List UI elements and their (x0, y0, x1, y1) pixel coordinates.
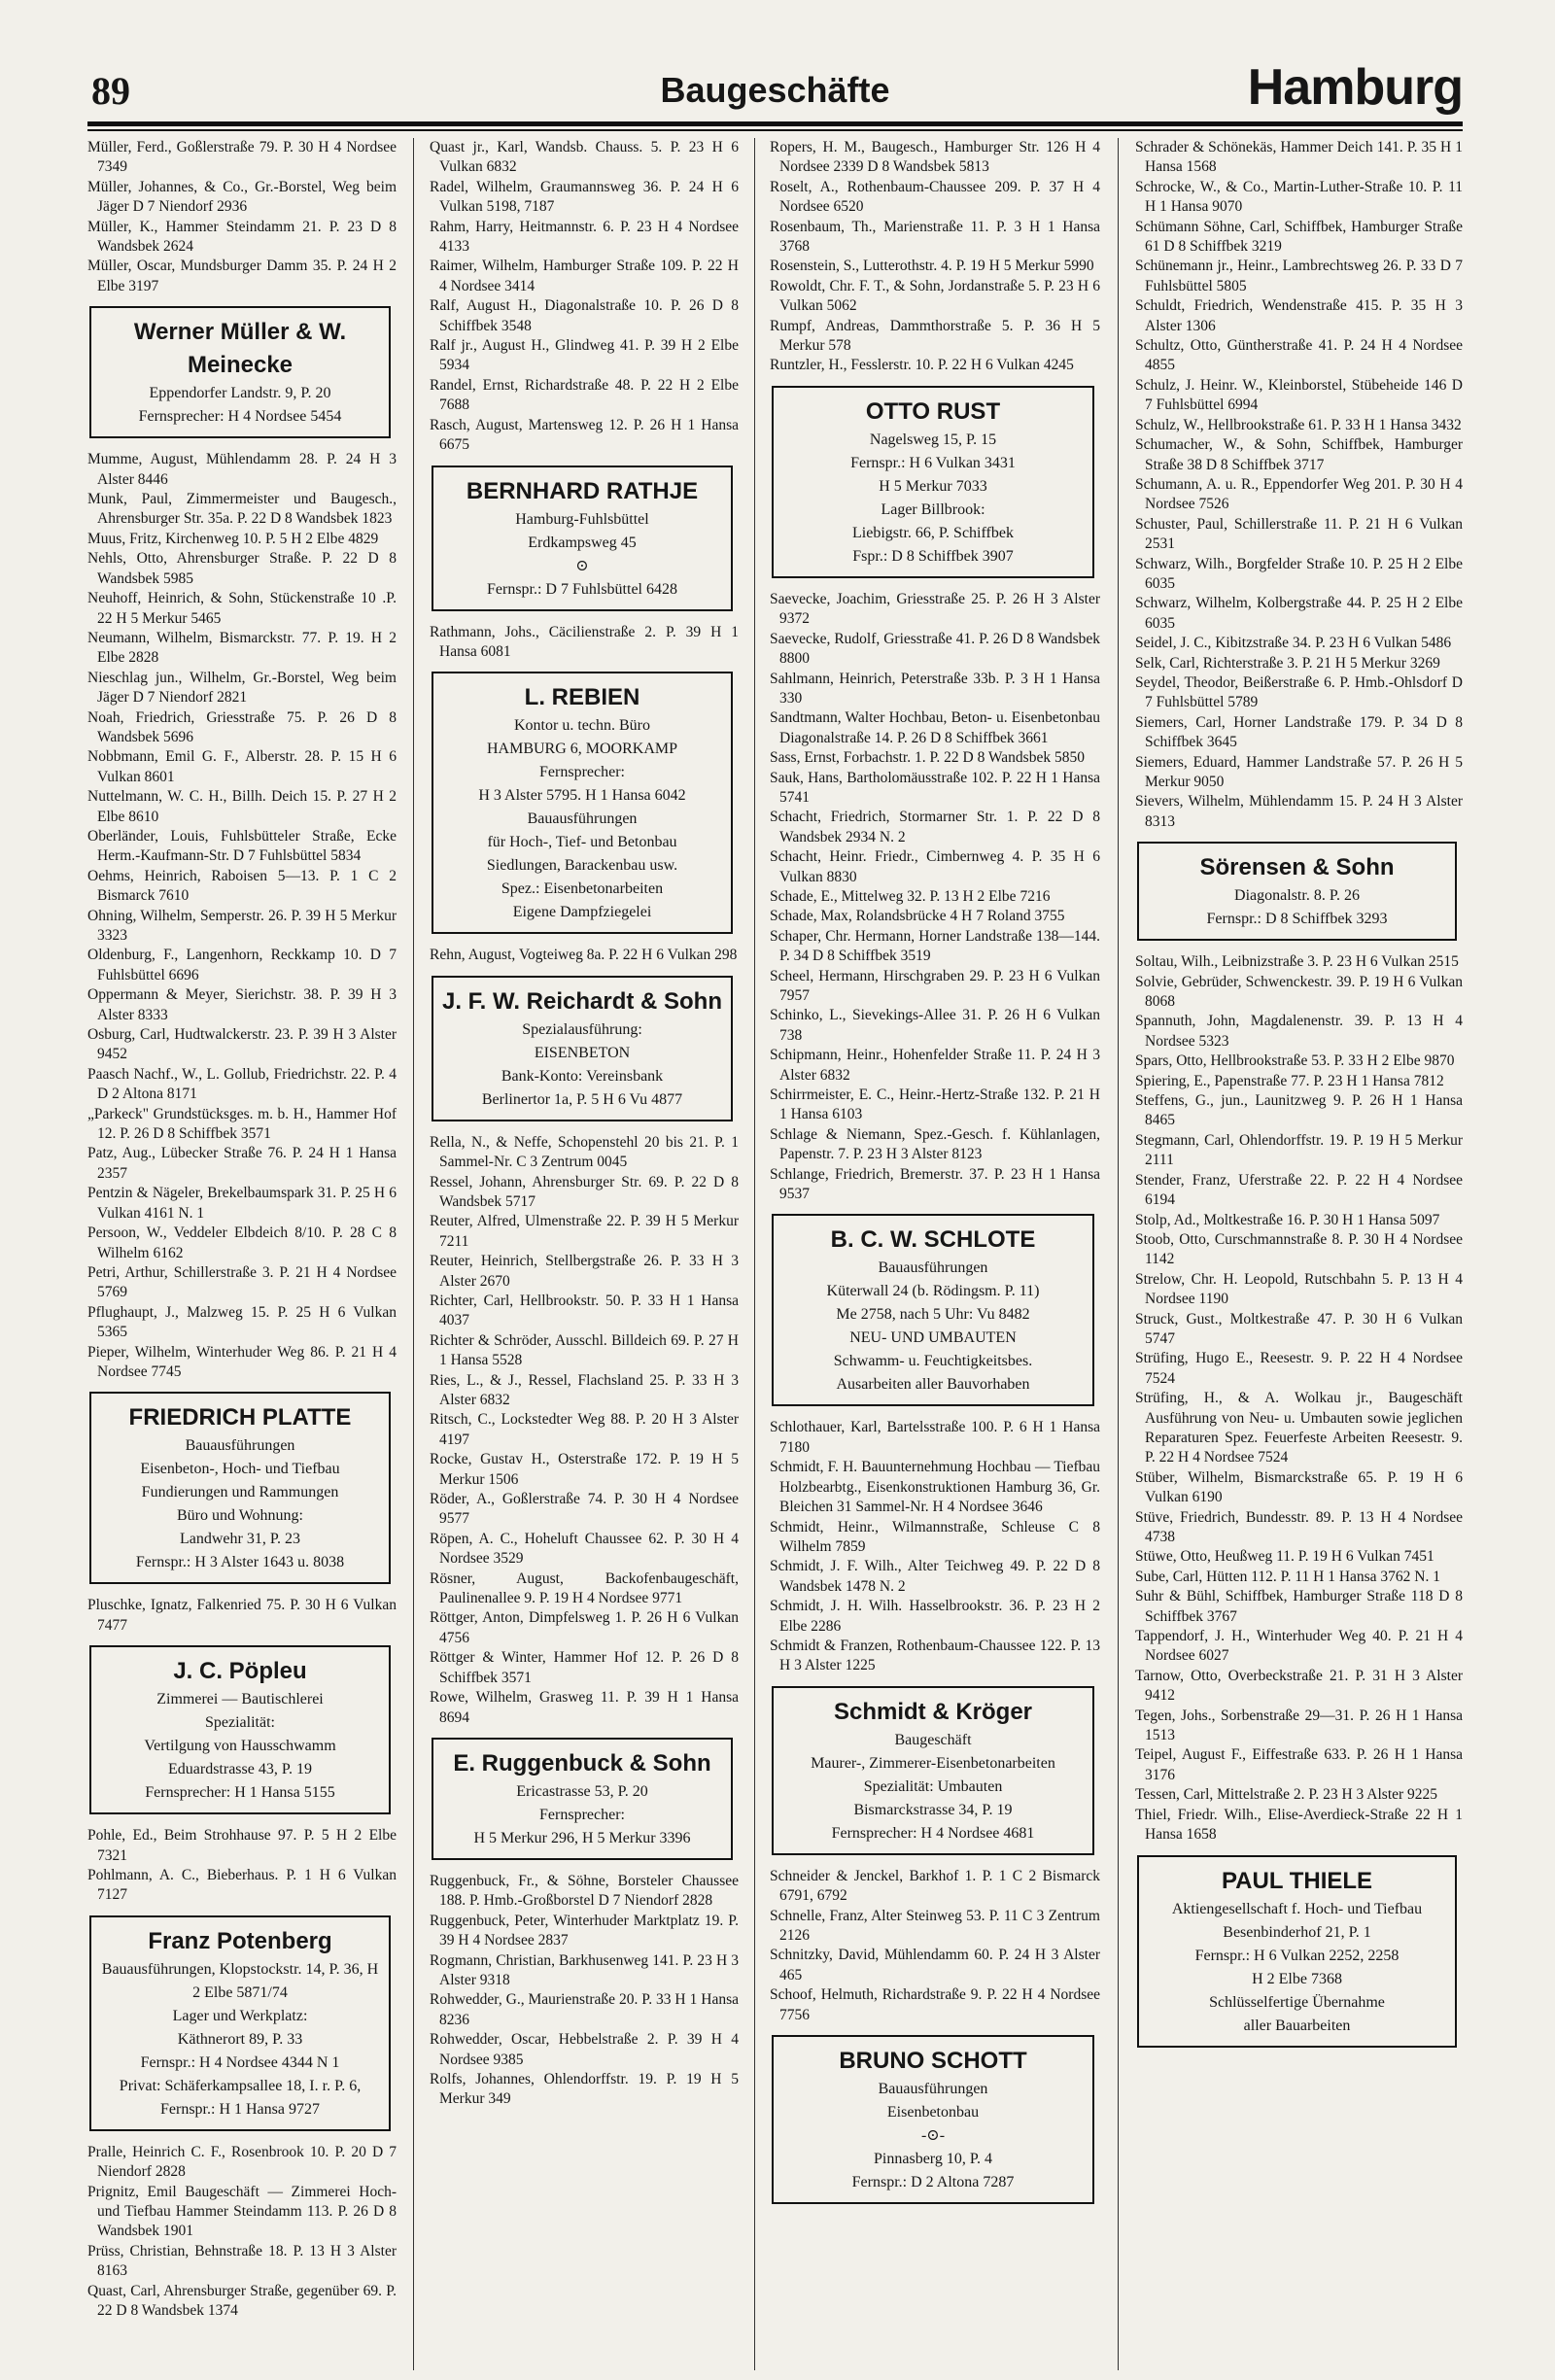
column-divider (754, 138, 755, 2370)
directory-entry: Nieschlag jun., Wilhelm, Gr.-Borstel, Weg beim Jäger D 7 Niendorf 2821 (87, 669, 397, 707)
directory-entry: Rumpf, Andreas, Dammthorstraße 5. P. 36 H 5 Merkur 578 (770, 317, 1100, 355)
directory-entry: Sauk, Hans, Bartholomäusstraße 102. P. 22 H 1 Hansa 5741 (770, 769, 1100, 806)
directory-entry: Spiering, E., Papenstraße 77. P. 23 H 1 Hansa 7812 (1135, 1072, 1444, 1089)
directory-entry: Schumann, A. u. R., Eppendorfer Weg 201. P. 30 H 4 Nordsee 7526 (1135, 475, 1463, 513)
directory-entry: Schmidt, F. H. Bauunternehmung Hochbau — Tiefbau Holzbearbtg., Eisenkonstruktionen Hamburg 36, Gr. Bleichen 31 Sammel-Nr. H 4 Nordsee 3646 (770, 1459, 1100, 1516)
directory-entry: Schrocke, W., & Co., Martin-Luther-Straße 10. P. 11 H 1 Hansa 9070 (1135, 178, 1463, 216)
directory-entry: Stoob, Otto, Curschmannstraße 8. P. 30 H 4 Nordsee 1142 (1135, 1230, 1463, 1268)
advertisement-title: J. F. W. Reichardt & Sohn (441, 987, 723, 1015)
directory-entry: Siemers, Eduard, Hammer Landstraße 57. P. 26 H 5 Merkur 9050 (1135, 753, 1463, 790)
directory-entry: Schnelle, Franz, Alter Steinweg 53. P. 11 C 3 Zentrum 2126 (770, 1907, 1100, 1944)
advertisement-body: Bauausführungen Eisenbeton-, Hoch- und Tiefbau Fundierungen und Rammungen Büro und Wohnung: Landwehr 31, P. 23 Fernspr.: H 3 Alster 1643 u. 8038 (135, 1437, 345, 1571)
directory-entry: Ruggenbuck, Fr., & Söhne, Borsteler Chaussee 188. P. Hmb.-Großborstel D 7 Niendorf 2828 (430, 1872, 739, 1910)
directory-entry: Pflughaupt, J., Malzweg 15. P. 25 H 6 Vulkan 5365 (87, 1303, 397, 1341)
directory-entry: Tarnow, Otto, Overbeckstraße 21. P. 31 H 3 Alster 9412 (1135, 1667, 1463, 1705)
advertisement-box (1137, 842, 1457, 941)
directory-entry: Strüfing, Hugo E., Reesestr. 9. P. 22 H 4 Nordsee 7524 (1135, 1350, 1463, 1387)
advertisement-title: Franz Potenberg (148, 1927, 332, 1954)
directory-entry: Schoof, Helmuth, Richardstraße 9. P. 22 H 4 Nordsee 7756 (770, 1986, 1100, 2023)
advertisement-body: Hamburg-Fuhlsbüttel Erdkampsweg 45 ⊙ Fernspr.: D 7 Fuhlsbüttel 6428 (486, 510, 677, 598)
advertisement-body: Zimmerei — Bautischlerei Spezialität: Vertilgung von Hausschwamm Eduardstrasse 43, P. 19 Fernsprecher: H 1 Hansa 5155 (144, 1691, 336, 1802)
directory-entry: Schmidt & Franzen, Rothenbaum-Chaussee 122. P. 13 H 3 Alster 1225 (770, 1637, 1100, 1674)
directory-entry: Radel, Wilhelm, Graumannsweg 36. P. 24 H 6 Vulkan 5198, 7187 (430, 178, 739, 216)
directory-entry: Spannuth, John, Magdalenenstr. 39. P. 13 H 4 Nordsee 5323 (1135, 1013, 1463, 1050)
directory-entry: Schipmann, Heinr., Hohenfelder Straße 11. P. 24 H 3 Alster 6832 (770, 1047, 1100, 1084)
directory-entry: Pluschke, Ignatz, Falkenried 75. P. 30 H 6 Vulkan 7477 (87, 1597, 397, 1634)
directory-entry: Müller, K., Hammer Steindamm 21. P. 23 D 8 Wandsbek 2624 (87, 218, 397, 256)
directory-entry: Pieper, Wilhelm, Winterhuder Weg 86. P. 21 H 4 Nordsee 7745 (87, 1343, 397, 1380)
column-divider (413, 138, 414, 2370)
directory-entry: Saevecke, Joachim, Griesstraße 25. P. 26 H 3 Alster 9372 (770, 590, 1100, 628)
column-divider (1118, 138, 1119, 2370)
advertisement-body: Bauausführungen Eisenbetonbau -⊙- Pinnasberg 10, P. 4 Fernspr.: D 2 Altona 7287 (851, 2081, 1015, 2190)
advertisement-title: FRIEDRICH PLATTE (128, 1404, 352, 1431)
directory-entry: Stender, Franz, Uferstraße 22. P. 22 H 4 Nordsee 6194 (1135, 1171, 1463, 1209)
directory-entry: Oberländer, Louis, Fuhlsbütteler Straße, Ecke Herm.-Kaufmann-Str. D 7 Fuhlsbüttel 5834 (87, 827, 397, 865)
directory-entry: Schwarz, Wilh., Borgfelder Straße 10. P. 25 H 2 Elbe 6035 (1135, 555, 1463, 592)
directory-entry: Röttger & Winter, Hammer Hof 12. P. 26 D 8 Schiffbek 3571 (430, 1649, 739, 1686)
header-rule (87, 121, 1463, 126)
directory-entry: Müller, Johannes, & Co., Gr.-Borstel, Weg beim Jäger D 7 Niendorf 2936 (87, 178, 397, 216)
advertisement-box (432, 466, 733, 611)
directory-entry: Pralle, Heinrich C. F., Rosenbrook 10. P. 20 D 7 Niendorf 2828 (87, 2143, 397, 2181)
directory-entry: Schünemann jr., Heinr., Lambrechtsweg 26. P. 33 D 7 Fuhlsbüttel 5805 (1135, 258, 1463, 294)
directory-entry: Nehls, Otto, Ahrensburger Straße. P. 22 D 8 Wandsbek 5985 (87, 550, 397, 587)
advertisement-box (772, 386, 1094, 578)
directory-entry: Schwarz, Wilhelm, Kolbergstraße 44. P. 25 H 2 Elbe 6035 (1135, 595, 1463, 632)
advertisement-title: E. Ruggenbuck & Sohn (453, 1749, 711, 1776)
advertisement-title: J. C. Pöpleu (173, 1658, 307, 1685)
directory-entry: Quast, Carl, Ahrensburger Straße, gegenüber 69. P. 22 D 8 Wandsbek 1374 (87, 2282, 397, 2320)
directory-entry: Rosenbaum, Th., Marienstraße 11. P. 3 H 1 Hansa 3768 (770, 218, 1100, 256)
advertisement-body: Aktiengesellschaft f. Hoch- und Tiefbau Besenbinderhof 21, P. 1 Fernspr.: H 6 Vulkan 2252, 2258 H 2 Elbe 7368 Schlüsselfertige Übernahme aller Bauarbeiten (1171, 1900, 1423, 2034)
directory-entry: Schrader & Schönekäs, Hammer Deich 141. P. 35 H 1 Hansa 1568 (1135, 139, 1463, 176)
directory-entry: Sass, Ernst, Forbachstr. 1. P. 22 D 8 Wandsbek 5850 (770, 749, 1085, 767)
advertisement-title: PAUL THIELE (1221, 1867, 1373, 1894)
directory-entry: Rocke, Gustav H., Osterstraße 172. P. 19 H 5 Merkur 1506 (430, 1451, 739, 1488)
directory-entry: Schacht, Friedrich, Stormarner Str. 1. P. 22 D 8 Wandsbek 2934 N. 2 (770, 809, 1100, 845)
directory-entry: Schmidt, J. F. Wilh., Alter Teichweg 49. P. 22 D 8 Wandsbek 1478 N. 2 (770, 1558, 1100, 1595)
advertisement-box (772, 2035, 1094, 2204)
directory-entry: Schlage & Niemann, Spez.-Gesch. f. Kühlanlagen, Papenstr. 7. P. 23 H 3 Alster 8123 (770, 1125, 1100, 1163)
directory-entry: Sube, Carl, Hütten 112. P. 11 H 1 Hansa 3762 N. 1 (1135, 1568, 1440, 1585)
directory-entry: Schade, Max, Rolandsbrücke 4 H 7 Roland 3755 (770, 908, 1065, 925)
advertisement-box (432, 672, 733, 934)
directory-entry: Saevecke, Rudolf, Griesstraße 41. P. 26 D 8 Wandsbek 8800 (770, 630, 1100, 668)
directory-entry: Strelow, Chr. H. Leopold, Rutschbahn 5. P. 13 H 4 Nordsee 1190 (1135, 1270, 1463, 1308)
advertisement-body: Bauausführungen Küterwall 24 (b. Rödingsm. P. 11) Me 2758, nach 5 Uhr: Vu 8482 NEU- UND UMBAUTEN Schwamm- u. Feuchtigkeitsbes. Ausarbeiten aller Bauvorhaben (826, 1259, 1040, 1394)
directory-entry: Reuter, Alfred, Ulmenstraße 22. P. 39 H 5 Merkur 7211 (430, 1213, 739, 1250)
column-1 (87, 138, 397, 2370)
directory-entry: Muus, Fritz, Kirchenweg 10. P. 5 H 2 Elbe 4829 (87, 530, 379, 547)
column-2 (430, 138, 739, 2370)
directory-entry: Ruggenbuck, Peter, Winterhuder Marktplatz 19. P. 39 H 4 Nordsee 2837 (430, 1912, 739, 1949)
directory-entry: Tegen, Johs., Sorbenstraße 29—31. P. 26 H 1 Hansa 1513 (1135, 1707, 1463, 1744)
page-number: 89 (91, 69, 130, 113)
directory-entry: Rasch, August, Martensweg 12. P. 26 H 1 Hansa 6675 (430, 416, 739, 454)
directory-entry: Schmidt, Heinr., Wilmannstraße, Schleuse C 8 Wilhelm 7859 (770, 1518, 1100, 1555)
directory-entry: Schulz, J. Heinr. W., Kleinborstel, Stübeheide 146 D 7 Fuhlsbüttel 6994 (1135, 376, 1463, 414)
advertisement-box (772, 1214, 1094, 1406)
directory-entry: Reuter, Heinrich, Stellbergstraße 26. P. 33 H 3 Alster 2670 (430, 1253, 739, 1290)
directory-entry: Stüwe, Otto, Heußweg 11. P. 19 H 6 Vulkan 7451 (1135, 1548, 1434, 1566)
directory-entry: Müller, Ferd., Goßlerstraße 79. P. 30 H 4 Nordsee 7349 (87, 139, 397, 176)
directory-entry: Schirrmeister, E. C., Heinr.-Hertz-Straße 132. P. 21 H 1 Hansa 6103 (770, 1087, 1100, 1123)
advertisement-title: B. C. W. SCHLOTE (830, 1226, 1036, 1254)
directory-entry: Noah, Friedrich, Griesstraße 75. P. 26 D 8 Wandsbek 5696 (87, 708, 397, 745)
directory-entry: Röder, A., Goßlerstraße 74. P. 30 H 4 Nordsee 9577 (430, 1491, 739, 1528)
directory-entry: Scheel, Hermann, Hirschgraben 29. P. 23 H 6 Vulkan 7957 (770, 967, 1100, 1004)
directory-entry: Schultz, Otto, Güntherstraße 41. P. 24 H 4 Nordsee 4855 (1135, 337, 1463, 374)
directory-entry: Schacht, Heinr. Friedr., Cimbernweg 4. P. 35 H 6 Vulkan 8830 (770, 848, 1100, 885)
directory-entry: Persoon, W., Veddeler Elbdeich 8/10. P. 28 C 8 Wilhelm 6162 (87, 1224, 397, 1261)
directory-entry: Runtzler, H., Fesslerstr. 10. P. 22 H 6 Vulkan 4245 (770, 357, 1074, 374)
directory-entry: Prüss, Christian, Behnstraße 18. P. 13 H 3 Alster 8163 (87, 2242, 397, 2280)
directory-entry: Richter & Schröder, Ausschl. Billdeich 69. P. 27 H 1 Hansa 5528 (430, 1331, 739, 1369)
advertisement-box (432, 976, 733, 1121)
directory-entry: Schulz, W., Hellbrookstraße 61. P. 33 H 1 Hansa 3432 (1135, 416, 1462, 433)
directory-entry: Richter, Carl, Hellbrookstr. 50. P. 33 H 1 Hansa 4037 (430, 1292, 739, 1329)
directory-entry: Tappendorf, J. H., Winterhuder Weg 40. P. 21 H 4 Nordsee 6027 (1135, 1628, 1463, 1665)
advertisement-box (89, 1645, 391, 1814)
directory-entry: Schaper, Chr. Hermann, Horner Landstraße 138—144. P. 34 D 8 Schiffbek 3519 (770, 927, 1100, 965)
directory-entry: Seidel, J. C., Kibitzstraße 34. P. 23 H 6 Vulkan 5486 (1135, 635, 1452, 652)
directory-entry: Rolfs, Johannes, Ohlendorffstr. 19. P. 19 H 5 Merkur 349 (430, 2070, 739, 2108)
directory-entry: Neumann, Wilhelm, Bismarckstr. 77. P. 19. H 2 Elbe 2828 (87, 629, 397, 667)
advertisement-title: Sörensen & Sohn (1199, 854, 1395, 881)
directory-entry: Schumacher, W., & Sohn, Schiffbek, Hamburger Straße 38 D 8 Schiffbek 3717 (1135, 436, 1463, 473)
directory-entry: Pentzin & Nägeler, Brekelbaumspark 31. P. 25 H 6 Vulkan 4161 N. 1 (87, 1185, 397, 1222)
advertisement-body: Diagonalstr. 8. P. 26 Fernspr.: D 8 Schiffbek 3293 (1206, 887, 1388, 928)
advertisement-title: L. REBIEN (524, 684, 640, 711)
directory-entry: Paasch Nachf., W., L. Gollub, Friedrichstr. 22. P. 4 D 2 Altona 8171 (87, 1065, 397, 1103)
directory-entry: Oppermann & Meyer, Sierichstr. 38. P. 39 H 3 Alster 8333 (87, 986, 397, 1023)
advertisement-box (432, 1738, 733, 1860)
advertisement-title: Werner Müller & W. Meinecke (133, 319, 347, 379)
directory-entry: Rowe, Wilhelm, Grasweg 11. P. 39 H 1 Hansa 8694 (430, 1689, 739, 1726)
directory-entry: Strüfing, H., & A. Wolkau jr., Baugeschäft Ausführung von Neu- u. Umbauten sowie jeglichen Reparaturen Spez. Feuerfeste Arbeiten Reesestr. 9. P. 22 H 4 Nordsee 7524 (1135, 1390, 1463, 1466)
directory-entry: Oehms, Heinrich, Raboisen 5—13. P. 1 C 2 Bismarck 7610 (87, 867, 397, 905)
directory-entry: Schlothauer, Karl, Bartelsstraße 100. P. 6 H 1 Hansa 7180 (770, 1419, 1100, 1456)
directory-entry: Steffens, G., jun., Launitzweg 9. P. 26 H 1 Hansa 8465 (1135, 1092, 1463, 1129)
directory-entry: Ohning, Wilhelm, Semperstr. 26. P. 39 H 5 Merkur 3323 (87, 907, 397, 944)
directory-entry: Ralf, August H., Diagonalstraße 10. P. 26 D 8 Schiffbek 3548 (430, 297, 739, 334)
directory-entry: Solvie, Gebrüder, Schwenckestr. 39. P. 19 H 6 Vulkan 8068 (1135, 973, 1463, 1011)
advertisement-body: Baugeschäft Maurer-, Zimmerer-Eisenbetonarbeiten Spezialität: Umbauten Bismarckstrasse 34, P. 19 Fernsprecher: H 4 Nordsee 4681 (811, 1731, 1055, 1842)
directory-entry: Randel, Ernst, Richardstraße 48. P. 22 H 2 Elbe 7688 (430, 376, 739, 414)
directory-entry: Schneider & Jenckel, Barkhof 1. P. 1 C 2 Bismarck 6791, 6792 (770, 1867, 1100, 1905)
directory-entry: Rosenstein, S., Lutterothstr. 4. P. 19 H 5 Merkur 5990 (770, 258, 1094, 275)
directory-entry: Röttger, Anton, Dimpfelsweg 1. P. 26 H 6 Vulkan 4756 (430, 1609, 739, 1646)
directory-entry: Selk, Carl, Richterstraße 3. P. 21 H 5 Merkur 3269 (1135, 654, 1440, 672)
directory-entry: Thiel, Friedr. Wilh., Elise-Averdieck-Straße 22 H 1 Hansa 1658 (1135, 1806, 1463, 1844)
directory-entry: Oldenburg, F., Langenhorn, Reckkamp 10. D 7 Fuhlsbüttel 6696 (87, 947, 397, 983)
advertisement-title: OTTO RUST (865, 397, 1001, 425)
directory-entry: Schümann Söhne, Carl, Schiffbek, Hamburger Straße 61 D 8 Schiffbek 3219 (1135, 218, 1463, 256)
directory-entry: Schade, E., Mittelweg 32. P. 13 H 2 Elbe 7216 (770, 887, 1051, 905)
advertisement-title: BRUNO SCHOTT (839, 2048, 1027, 2074)
directory-entry: Schmidt, J. H. Wilh. Hasselbrookstr. 36. P. 23 H 2 Elbe 2286 (770, 1598, 1100, 1635)
directory-entry: Schinko, L., Sievekings-Allee 31. P. 26 H 6 Vulkan 738 (770, 1007, 1100, 1044)
directory-entry: Pohle, Ed., Beim Strohhause 97. P. 5 H 2 Elbe 7321 (87, 1827, 397, 1864)
directory-entry: Rohwedder, G., Maurienstraße 20. P. 33 H 1 Hansa 8236 (430, 1991, 739, 2028)
directory-entry: Stüve, Friedrich, Bundesstr. 89. P. 13 H 4 Nordsee 4738 (1135, 1508, 1463, 1545)
directory-entry: Rahm, Harry, Heitmannstr. 6. P. 23 H 4 Nordsee 4133 (430, 218, 739, 256)
advertisement-body: Spezialausführung: EISENBETON Bank-Konto: Vereinsbank Berlinertor 1a, P. 5 H 6 Vu 4877 (481, 1020, 683, 1108)
directory-entry: Müller, Oscar, Mundsburger Damm 35. P. 24 H 2 Elbe 3197 (87, 258, 397, 294)
advertisement-body: Eppendorfer Landstr. 9, P. 20 Fernsprecher: H 4 Nordsee 5454 (138, 385, 342, 426)
directory-entry: Rogmann, Christian, Barkhusenweg 141. P. 23 H 3 Alster 9318 (430, 1951, 739, 1988)
directory-entry: Sievers, Wilhelm, Mühlendamm 15. P. 24 H 3 Alster 8313 (1135, 793, 1463, 830)
header-rule-thin (87, 129, 1463, 131)
directory-entry: Rathmann, Johs., Cäcilienstraße 2. P. 39 H 1 Hansa 6081 (430, 623, 739, 660)
column-4 (1135, 138, 1463, 2370)
directory-entry: Munk, Paul, Zimmermeister und Baugesch., Ahrensburger Str. 35a. P. 22 D 8 Wandsbek 1823 (87, 491, 397, 528)
directory-entry: „Parkeck" Grundstücksges. m. b. H., Hammer Hof 12. P. 26 D 8 Schiffbek 3571 (87, 1105, 397, 1143)
advertisement-box (89, 306, 391, 438)
directory-entry: Röpen, A. C., Hoheluft Chaussee 62. P. 30 H 4 Nordsee 3529 (430, 1530, 739, 1568)
directory-entry: Schuster, Paul, Schillerstraße 11. P. 21 H 6 Vulkan 2531 (1135, 515, 1463, 553)
directory-entry: Rella, N., & Neffe, Schopenstehl 20 bis 21. P. 1 Sammel-Nr. C 3 Zentrum 0045 (430, 1133, 739, 1171)
directory-entry: Neuhoff, Heinrich, & Sohn, Stückenstraße 10 .P. 22 H 5 Merkur 5465 (87, 590, 397, 627)
advertisement-body: Nagelsweg 15, P. 15 Fernspr.: H 6 Vulkan 3431 H 5 Merkur 7033 Lager Billbrook: Liebigstr. 66, P. Schiffbek Fspr.: D 8 Schiffbek 3907 (850, 431, 1016, 565)
directory-entry: Ralf jr., August H., Glindweg 41. P. 39 H 2 Elbe 5934 (430, 337, 739, 374)
directory-entry: Raimer, Wilhelm, Hamburger Straße 109. P. 22 H 4 Nordsee 3414 (430, 258, 739, 294)
directory-entry: Ressel, Johann, Ahrensburger Str. 69. P. 22 D 8 Wandsbek 5717 (430, 1173, 739, 1210)
advertisement-body: Bauausführungen, Klopstockstr. 14, P. 36, H 2 Elbe 5871/74 Lager und Werkplatz: Käthnerort 89, P. 33 Fernspr.: H 4 Nordsee 4344 N 1 Privat: Schäferkampsallee 18, I. r. P. 6, Fernspr.: H 1 Hansa 9727 (101, 1960, 379, 2118)
directory-entry: Schuldt, Friedrich, Wendenstraße 415. P. 35 H 3 Alster 1306 (1135, 297, 1463, 334)
directory-entry: Stüber, Wilhelm, Bismarckstraße 65. P. 19 H 6 Vulkan 6190 (1135, 1468, 1463, 1506)
page-header (87, 56, 1463, 115)
directory-entry: Teipel, August F., Eiffestraße 633. P. 26 H 1 Hansa 3176 (1135, 1746, 1463, 1783)
directory-entry: Suhr & Bühl, Schiffbek, Hamburger Straße 118 D 8 Schiffbek 3767 (1135, 1588, 1463, 1625)
section-title: Baugeschäfte (660, 70, 890, 110)
directory-entry: Soltau, Wilh., Leibnizstraße 3. P. 23 H 6 Vulkan 2515 (1135, 953, 1459, 971)
directory-entry: Sandtmann, Walter Hochbau, Beton- u. Eisenbetonbau Diagonalstraße 14. P. 26 D 8 Schiffbek 3661 (770, 709, 1100, 746)
advertisement-title: Schmidt & Kröger (833, 1698, 1033, 1725)
directory-entry: Ritsch, C., Lockstedter Weg 88. P. 20 H 3 Alster 4197 (430, 1411, 739, 1448)
advertisement-box (1137, 1855, 1457, 2048)
directory-entry: Quast jr., Karl, Wandsb. Chauss. 5. P. 23 H 6 Vulkan 6832 (430, 139, 739, 176)
directory-entry: Rehn, August, Vogteiweg 8a. P. 22 H 6 Vulkan 298 (430, 947, 738, 964)
advertisement-box (772, 1686, 1094, 1855)
advertisement-title: BERNHARD RATHJE (466, 477, 699, 504)
advertisement-body: Ericastrasse 53, P. 20 Fernsprecher: H 5 Merkur 296, H 5 Merkur 3396 (473, 1782, 691, 1846)
advertisement-box (89, 1915, 391, 2131)
directory-entry: Schnitzky, David, Mühlendamm 60. P. 24 H 3 Alster 465 (770, 1947, 1100, 1983)
directory-entry: Pohlmann, A. C., Bieberhaus. P. 1 H 6 Vulkan 7127 (87, 1866, 397, 1904)
directory-entry: Petri, Arthur, Schillerstraße 3. P. 21 H 4 Nordsee 5769 (87, 1263, 397, 1301)
directory-entry: Sahlmann, Heinrich, Peterstraße 33b. P. 3 H 1 Hansa 330 (770, 670, 1100, 707)
directory-entry: Struck, Gust., Moltkestraße 47. P. 30 H 6 Vulkan 5747 (1135, 1310, 1463, 1347)
directory-entry: Osburg, Carl, Hudtwalckerstr. 23. P. 39 H 3 Alster 9452 (87, 1026, 397, 1063)
directory-entry: Rowoldt, Chr. F. T., & Sohn, Jordanstraße 5. P. 23 H 6 Vulkan 5062 (770, 277, 1100, 315)
directory-entry: Ries, L., & J., Ressel, Flachsland 25. P. 33 H 3 Alster 6832 (430, 1371, 739, 1408)
directory-entry: Roselt, A., Rothenbaum-Chaussee 209. P. 37 H 4 Nordsee 6520 (770, 178, 1100, 216)
directory-entry: Seydel, Theodor, Beißerstraße 6. P. Hmb.-Ohlsdorf D 7 Fuhlsbüttel 5789 (1135, 673, 1463, 711)
directory-entry: Rohwedder, Oscar, Hebbelstraße 2. P. 39 H 4 Nordsee 9385 (430, 2031, 739, 2068)
directory-entry: Schlange, Friedrich, Bremerstr. 37. P. 23 H 1 Hansa 9537 (770, 1165, 1100, 1203)
directory-entry: Nuttelmann, W. C. H., Billh. Deich 15. P. 27 H 2 Elbe 8610 (87, 788, 397, 825)
column-3 (770, 138, 1100, 2370)
advertisement-body: Kontor u. techn. Büro HAMBURG 6, MOORKAMP Fernsprecher: H 3 Alster 5795. H 1 Hansa 6042 Bauausführungen für Hoch-, Tief- und Betonbau Siedlungen, Barackenbau usw. Spez.: Eisenbetonarbeiten Eigene Dampfziegelei (478, 717, 686, 921)
city-heading: Hamburg (1247, 59, 1463, 116)
advertisement-box (89, 1392, 391, 1584)
directory-entry: Ropers, H. M., Baugesch., Hamburger Str. 126 H 4 Nordsee 2339 D 8 Wandsbek 5813 (770, 139, 1100, 176)
directory-entry: Spars, Otto, Hellbrookstraße 53. P. 33 H 2 Elbe 9870 (1135, 1052, 1455, 1070)
directory-entry: Tessen, Carl, Mittelstraße 2. P. 23 H 3 Alster 9225 (1135, 1786, 1438, 1804)
directory-entry: Patz, Aug., Lübecker Straße 76. P. 24 H 1 Hansa 2357 (87, 1145, 397, 1182)
directory-entry: Stegmann, Carl, Ohlendorffstr. 19. P. 19 H 5 Merkur 2111 (1135, 1131, 1463, 1169)
directory-entry: Siemers, Carl, Horner Landstraße 179. P. 34 D 8 Schiffbek 3645 (1135, 713, 1463, 751)
directory-entry: Rösner, August, Backofenbaugeschäft, Paulinenallee 9. P. 19 H 4 Nordsee 9771 (430, 1569, 739, 1607)
directory-entry: Stolp, Ad., Moltkestraße 16. P. 30 H 1 Hansa 5097 (1135, 1211, 1440, 1228)
directory-entry: Prignitz, Emil Baugeschäft — Zimmerei Hoch- und Tiefbau Hammer Steindamm 113. P. 26 D 8 Wandsbek 1901 (87, 2183, 397, 2240)
directory-entry: Mumme, August, Mühlendamm 28. P. 24 H 3 Alster 8446 (87, 451, 397, 488)
directory-entry: Nobbmann, Emil G. F., Alberstr. 28. P. 15 H 6 Vulkan 8601 (87, 748, 397, 785)
